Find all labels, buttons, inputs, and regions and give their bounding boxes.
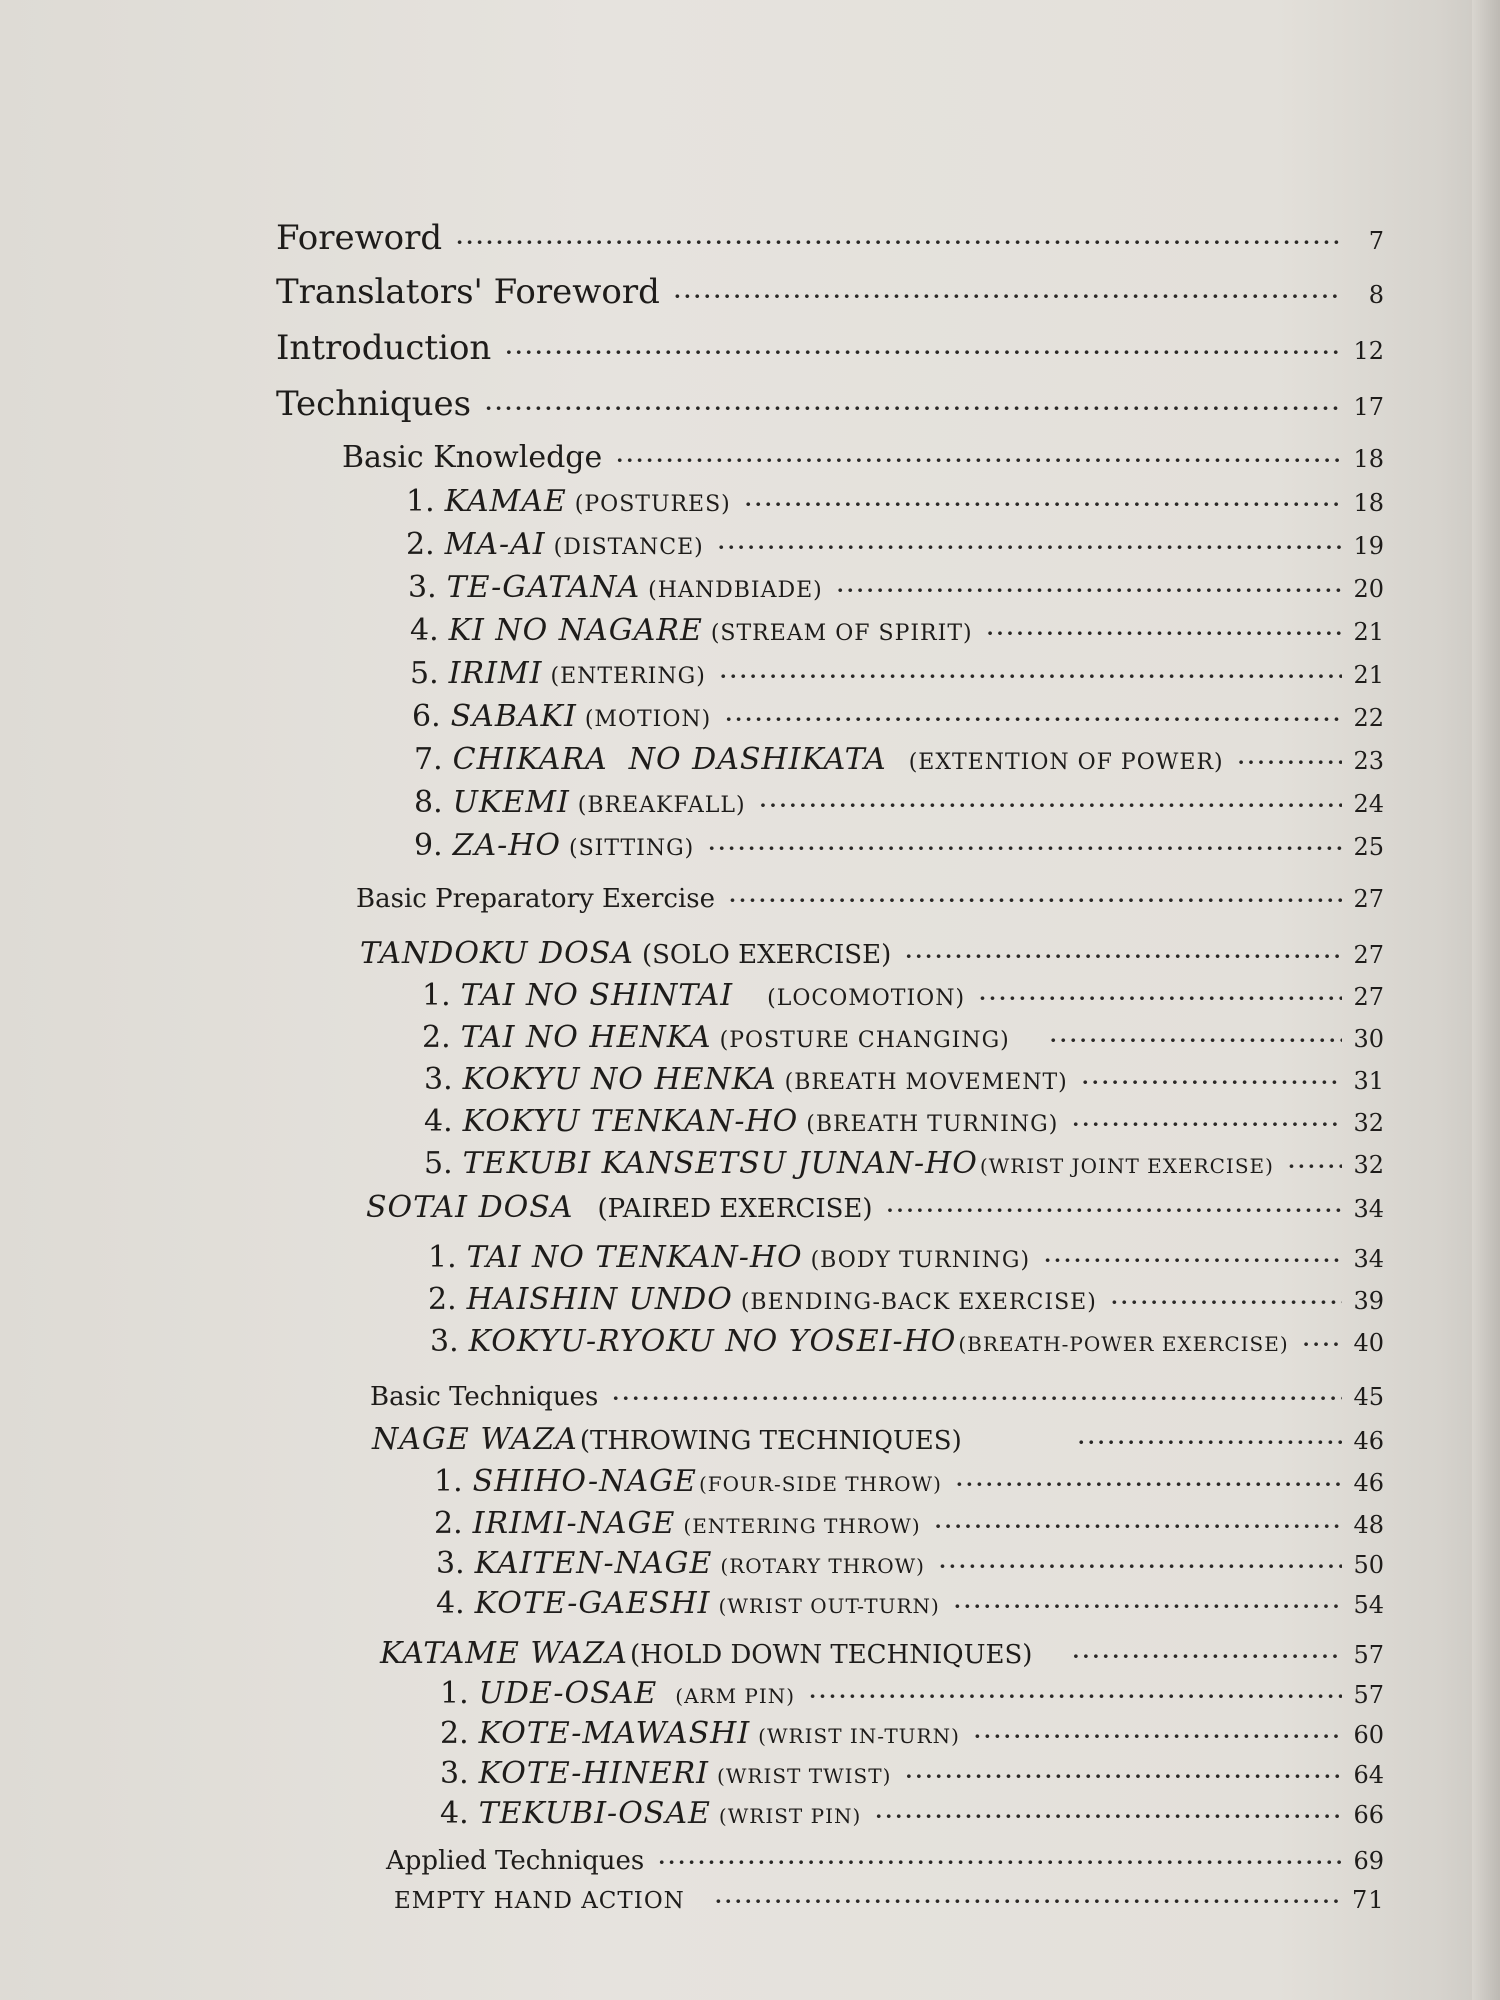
dot-leader	[729, 888, 1342, 912]
toc-item-tandoku-2	[422, 1020, 1384, 1055]
item-number: 4.	[424, 1104, 453, 1139]
item-english-term: (WRIST OUT-TURN)	[718, 1594, 940, 1618]
toc-entry-translators-foreword	[276, 272, 1384, 312]
item-english-term: (ARM PIN)	[675, 1684, 796, 1708]
dot-leader	[837, 578, 1342, 602]
item-japanese-term: KAITEN-NAGE	[474, 1546, 713, 1581]
dot-leader	[485, 396, 1342, 420]
dot-leader	[745, 492, 1342, 516]
subsection-japanese-term: SOTAI DOSA	[366, 1190, 574, 1225]
dot-leader	[905, 944, 1342, 968]
item-english-term: (STREAM OF SPIRIT)	[710, 621, 973, 646]
toc-item-sotai-2	[428, 1282, 1384, 1317]
entry-title: Foreword	[276, 218, 443, 258]
toc-section-basic-knowledge	[342, 440, 1384, 475]
page-number: 21	[1353, 661, 1384, 689]
item-number: 1.	[422, 978, 451, 1013]
toc-item-basic-knowledge-1	[406, 484, 1384, 519]
item-english-term: (BODY TURNING)	[810, 1248, 1031, 1273]
item-number: 4.	[410, 613, 439, 648]
item-number: 7.	[414, 742, 443, 777]
entry-title: Translators' Foreword	[276, 272, 660, 312]
item-english-term: (WRIST JOINT EXERCISE)	[979, 1154, 1274, 1178]
page-number: 34	[1353, 1195, 1384, 1223]
dot-leader	[674, 284, 1342, 308]
page-number: 27	[1353, 885, 1384, 913]
toc-subsection-sotai-dosa	[366, 1190, 1384, 1225]
item-japanese-term: SHIHO-NAGE	[472, 1464, 697, 1499]
page-number: 66	[1353, 1801, 1384, 1829]
dot-leader	[715, 1889, 1342, 1913]
item-english-term: (BREATH TURNING)	[806, 1112, 1059, 1137]
toc-item-basic-knowledge-9	[414, 828, 1384, 863]
page-number: 24	[1353, 790, 1384, 818]
dot-leader	[718, 535, 1342, 559]
item-english-term: (BENDING-BACK EXERCISE)	[740, 1290, 1097, 1315]
page-number: 12	[1353, 337, 1384, 365]
toc-item-basic-knowledge-8	[414, 785, 1384, 820]
page-number: 27	[1353, 941, 1384, 969]
item-number: 1.	[440, 1676, 469, 1711]
page-number: 18	[1353, 445, 1384, 473]
item-english-term: (BREATH MOVEMENT)	[784, 1070, 1068, 1095]
item-english-term: (ENTERING)	[550, 664, 706, 689]
toc-item-nage-4	[436, 1586, 1384, 1621]
toc-section-basic-preparatory-exercise	[356, 884, 1384, 914]
toc-item-basic-knowledge-7	[414, 742, 1384, 777]
item-number: 3.	[424, 1062, 453, 1097]
item-japanese-term: KOKYU-RYOKU NO YOSEI-HO	[468, 1324, 957, 1359]
item-number: 5.	[410, 656, 439, 691]
item-japanese-term: KI NO NAGARE	[448, 613, 703, 648]
page-number: 57	[1353, 1641, 1384, 1669]
entry-title: Introduction	[276, 328, 492, 368]
item-english-term: (POSTURES)	[574, 492, 731, 517]
entry-title: Basic Preparatory Exercise	[356, 884, 716, 914]
item-number: 1.	[434, 1464, 463, 1499]
toc-entry-foreword	[276, 218, 1384, 258]
toc-item-basic-knowledge-2	[406, 527, 1384, 562]
item-japanese-term: KAMAE	[444, 484, 567, 519]
item-english-term: (BREAKFALL)	[577, 793, 746, 818]
toc-item-basic-knowledge-5	[410, 656, 1384, 691]
dot-leader	[1082, 1070, 1342, 1094]
subsection-english-term: (THROWING TECHNIQUES)	[579, 1426, 962, 1456]
page-number: 54	[1353, 1591, 1384, 1619]
dot-leader	[1072, 1644, 1342, 1668]
dot-leader	[935, 1514, 1342, 1538]
page-number: 71	[1352, 1886, 1385, 1914]
toc-subsection-nage-waza	[372, 1422, 1384, 1457]
toc-item-tandoku-1	[422, 978, 1384, 1013]
item-number: 2.	[434, 1506, 463, 1541]
toc-subsection-katame-waza	[380, 1636, 1384, 1671]
item-number: 6.	[412, 699, 441, 734]
item-number: 8.	[414, 785, 443, 820]
item-english-term: (POSTURE CHANGING)	[719, 1028, 1010, 1053]
item-number: 2.	[406, 527, 435, 562]
dot-leader	[720, 664, 1342, 688]
entry-title: Applied Techniques	[386, 1846, 645, 1876]
page-number: 39	[1353, 1287, 1384, 1315]
dot-leader	[505, 340, 1342, 364]
dot-leader	[1072, 1112, 1342, 1136]
item-japanese-term: ZA-HO	[452, 828, 562, 863]
dot-leader	[616, 448, 1342, 472]
page-number: 22	[1353, 704, 1384, 732]
subsection-japanese-term: KATAME WAZA	[380, 1636, 628, 1671]
item-english-term: (WRIST PIN)	[718, 1804, 862, 1828]
item-japanese-term: KOTE-HINERI	[478, 1756, 710, 1791]
item-japanese-term: UKEMI	[452, 785, 570, 820]
page-number: 25	[1353, 833, 1384, 861]
item-english-term: (ENTERING THROW)	[683, 1514, 921, 1538]
item-number: 3.	[430, 1324, 459, 1359]
dot-leader	[939, 1554, 1342, 1578]
toc-item-nage-1	[434, 1464, 1384, 1499]
page-number: 31	[1353, 1067, 1384, 1095]
item-number: 4.	[436, 1586, 465, 1621]
dot-leader	[979, 986, 1342, 1010]
toc-item-nage-2	[434, 1506, 1384, 1541]
dot-leader	[956, 1472, 1342, 1496]
dot-leader	[1303, 1332, 1342, 1356]
item-japanese-term: UDE-OSAE	[478, 1676, 658, 1711]
dot-leader	[875, 1804, 1342, 1828]
item-number: 9.	[414, 828, 443, 863]
item-english-term: (FOUR-SIDE THROW)	[698, 1472, 942, 1496]
item-english-term: (MOTION)	[584, 707, 712, 732]
dot-leader	[1111, 1290, 1342, 1314]
dot-leader	[456, 230, 1342, 254]
toc-entry-techniques	[276, 384, 1384, 424]
dot-leader	[708, 836, 1342, 860]
page-number: 23	[1353, 747, 1384, 775]
item-number: 2.	[440, 1716, 469, 1751]
page-number: 48	[1353, 1511, 1384, 1539]
page-number: 21	[1353, 618, 1384, 646]
item-japanese-term: SABAKI	[450, 699, 577, 734]
page-number: 57	[1353, 1681, 1384, 1709]
item-japanese-term: CHIKARA NO DASHIKATA	[452, 742, 887, 777]
dot-leader	[1078, 1430, 1342, 1454]
item-number: 5.	[424, 1146, 453, 1181]
item-japanese-term: KOKYU NO HENKA	[462, 1062, 777, 1097]
page-number: 7	[1368, 227, 1384, 255]
toc-item-katame-1	[440, 1676, 1384, 1711]
item-number: 1.	[428, 1240, 457, 1275]
page-number: 17	[1353, 393, 1384, 421]
page-number: 27	[1353, 983, 1384, 1011]
item-japanese-term: KOTE-MAWASHI	[478, 1716, 751, 1751]
toc-item-katame-3	[440, 1756, 1384, 1791]
page-number: 34	[1353, 1245, 1384, 1273]
toc-item-nage-3	[436, 1546, 1384, 1581]
entry-title: Techniques	[276, 384, 472, 424]
dot-leader	[987, 621, 1342, 645]
toc-item-tandoku-4	[424, 1104, 1384, 1139]
entry-title: Basic Techniques	[370, 1382, 599, 1412]
page-number: 8	[1368, 281, 1384, 309]
dot-leader	[905, 1764, 1342, 1788]
page-number: 32	[1353, 1151, 1384, 1179]
page-number: 32	[1353, 1109, 1384, 1137]
dot-leader	[954, 1594, 1342, 1618]
subsection-english-term: (SOLO EXERCISE)	[641, 940, 892, 970]
page-number: 50	[1353, 1551, 1384, 1579]
entry-title: Basic Knowledge	[342, 440, 603, 475]
dot-leader	[1044, 1248, 1342, 1272]
dot-leader	[887, 1198, 1342, 1222]
item-japanese-term: TAI NO SHINTAI	[460, 978, 734, 1013]
page-number: 64	[1353, 1761, 1384, 1789]
page-number: 18	[1353, 489, 1384, 517]
page-number: 60	[1353, 1721, 1384, 1749]
item-english-term: (DISTANCE)	[553, 535, 704, 560]
dot-leader	[612, 1386, 1342, 1410]
toc-section-basic-techniques	[370, 1382, 1384, 1412]
item-number: 3.	[436, 1546, 465, 1581]
item-number: 1.	[406, 484, 435, 519]
item-english-term: (WRIST TWIST)	[717, 1764, 892, 1788]
subsection-english-term: (PAIRED EXERCISE)	[597, 1194, 873, 1224]
toc-item-tandoku-5	[424, 1146, 1384, 1181]
toc-item-tandoku-3	[424, 1062, 1384, 1097]
toc-item-katame-2	[440, 1716, 1384, 1751]
item-japanese-term: TAI NO TENKAN-HO	[466, 1240, 803, 1275]
page-number: 40	[1353, 1329, 1384, 1357]
item-number: 2.	[428, 1282, 457, 1317]
toc-section-empty-hand-action	[394, 1886, 1384, 1914]
dot-leader	[1288, 1154, 1342, 1178]
item-japanese-term: TEKUBI-OSAE	[478, 1796, 711, 1831]
page-number: 20	[1353, 575, 1384, 603]
dot-leader	[1238, 750, 1342, 774]
subsection-english-term: (HOLD DOWN TECHNIQUES)	[629, 1640, 1033, 1670]
item-japanese-term: TE-GATANA	[446, 570, 641, 605]
page-number: 46	[1353, 1469, 1384, 1497]
dot-leader	[809, 1684, 1342, 1708]
item-japanese-term: HAISHIN UNDO	[466, 1282, 733, 1317]
toc-entry-introduction	[276, 328, 1384, 368]
toc-item-sotai-1	[428, 1240, 1384, 1275]
dot-leader	[974, 1724, 1342, 1748]
toc-subsection-tandoku-dosa	[360, 936, 1384, 971]
dot-leader	[760, 793, 1342, 817]
item-japanese-term: IRIMI	[448, 656, 543, 691]
toc-section-applied-techniques	[386, 1846, 1384, 1876]
toc-item-sotai-3	[430, 1324, 1384, 1359]
item-number: 4.	[440, 1796, 469, 1831]
item-japanese-term: IRIMI-NAGE	[472, 1506, 676, 1541]
page-number: 30	[1353, 1025, 1384, 1053]
dot-leader	[658, 1850, 1342, 1874]
page-number: 46	[1353, 1427, 1384, 1455]
dot-leader	[725, 707, 1342, 731]
item-japanese-term: KOTE-GAESHI	[474, 1586, 711, 1621]
item-english-term: (BREATH-POWER EXERCISE)	[958, 1332, 1289, 1356]
item-japanese-term: TAI NO HENKA	[460, 1020, 712, 1055]
toc-item-basic-knowledge-3	[408, 570, 1384, 605]
item-english-term: (EXTENTION OF POWER)	[908, 750, 1224, 775]
toc-item-katame-4	[440, 1796, 1384, 1831]
dot-leader	[1050, 1028, 1342, 1052]
item-japanese-term: TEKUBI KANSETSU JUNAN-HO	[462, 1146, 978, 1181]
item-number: 3.	[408, 570, 437, 605]
item-english-term: (LOCOMOTION)	[767, 986, 966, 1011]
item-number: 3.	[440, 1756, 469, 1791]
item-english-term: (ROTARY THROW)	[720, 1554, 925, 1578]
item-english-term: (WRIST IN-TURN)	[758, 1724, 960, 1748]
item-japanese-term: KOKYU TENKAN-HO	[462, 1104, 799, 1139]
page-number: 69	[1353, 1847, 1384, 1875]
entry-title: EMPTY HAND ACTION	[394, 1888, 685, 1914]
subsection-japanese-term: NAGE WAZA	[372, 1422, 578, 1457]
item-number: 2.	[422, 1020, 451, 1055]
toc-item-basic-knowledge-6	[412, 699, 1384, 734]
subsection-japanese-term: TANDOKU DOSA	[360, 936, 634, 971]
toc-item-basic-knowledge-4	[410, 613, 1384, 648]
item-japanese-term: MA-AI	[444, 527, 546, 562]
item-english-term: (HANDBIADE)	[648, 578, 823, 603]
page-number: 45	[1353, 1383, 1384, 1411]
item-english-term: (SITTING)	[569, 836, 695, 861]
page-number: 19	[1353, 532, 1384, 560]
